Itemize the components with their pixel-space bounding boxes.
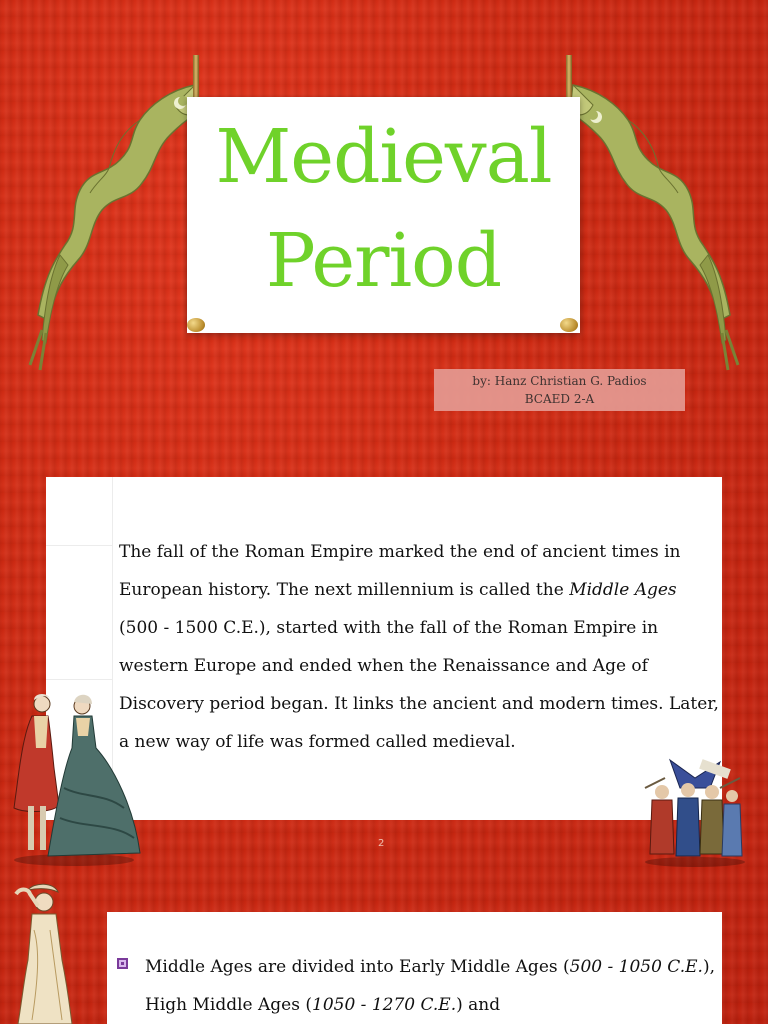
title-line-1: Medieval [215,114,552,200]
title-board [187,97,580,333]
intro-paragraph [119,533,719,761]
bullet-text: ) and [456,995,501,1015]
paragraph-emphasis: Middle Ages [569,580,677,600]
left-banner-flag-icon [20,75,200,375]
content-card-2 [107,912,722,1024]
title-slide [0,0,768,470]
divider [46,679,112,680]
paragraph-text: (500 - 1500 C.E.), started with the fall of the Roman Empire in western Europe and ended when the Renaissance and Age of Discovery period began. It links the ancient and modern times. Later, a new way of life was formed called medieval. [119,618,719,752]
medieval-woman-illustration [10,880,80,1024]
bullet-paragraph [145,948,715,1024]
bullet-text: ), High Middle Ages ( [145,957,715,1015]
bullet-text: Middle Ages are divided into Early Middle Ages ( [145,957,570,977]
right-pole-knob [560,318,578,332]
author-name: by: Hanz Christian G. Padios [472,374,647,388]
left-pole-knob [187,318,205,332]
divider [46,545,112,546]
content-card [46,477,722,820]
bullet-emphasis: 500 - 1050 C.E. [569,957,703,977]
paragraph-text: The fall of the Roman Empire marked the end of ancient times in European history. The next millennium is called the [119,542,681,600]
slide-title [187,105,580,313]
noble-couple-illustration [4,688,144,866]
bullet-square-icon [116,957,129,970]
title-line-2: Period [265,218,502,304]
page-number: 2 [378,838,385,849]
bullet-emphasis: 1050 - 1270 C.E. [312,995,457,1015]
byline-box [434,369,685,411]
soldiers-group-illustration [640,758,750,868]
author-section: BCAED 2-A [524,392,595,406]
right-banner-flag-icon [568,75,748,375]
